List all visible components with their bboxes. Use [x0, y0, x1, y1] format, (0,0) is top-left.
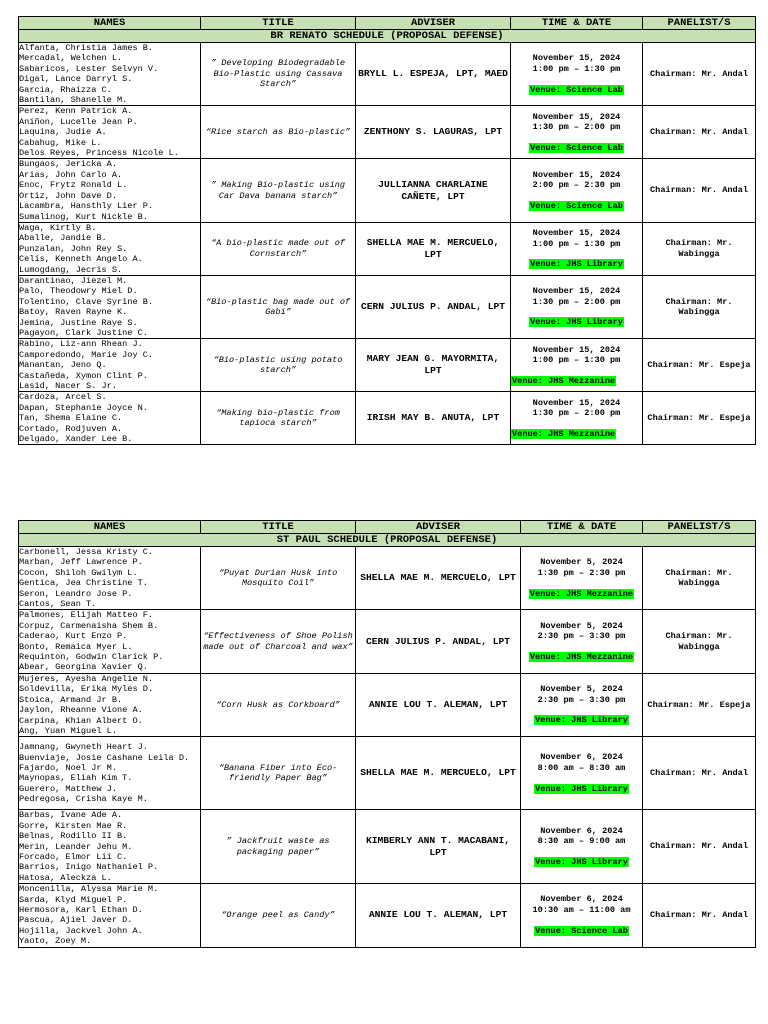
adviser-cell: KIMBERLY ANN T. MACABANI, LPT — [356, 810, 521, 884]
time-date-cell — [511, 275, 643, 338]
names-cell — [19, 810, 201, 884]
title-cell: “Making bio-plastic from tapioca starch” — [201, 392, 356, 445]
member-name: Palmones, Elijah Matteo F. — [19, 610, 154, 621]
title-cell: “Effectiveness of Shoe Polish made out of Charcoal and wax” — [201, 610, 356, 673]
adviser-cell: CERN JULIUS P. ANDAL, LPT — [356, 610, 521, 673]
panelist-cell: Chairman: Mr. Andal — [643, 159, 756, 222]
title-cell: “Bio-plastic bag made out of Gabi” — [201, 275, 356, 338]
adviser-cell: SHELLA MAE M. MERCUELO, LPT — [356, 737, 521, 810]
member-name: Barbas, Ivane Ade A. — [19, 810, 123, 821]
member-name: Hermosora, Karl Ethan D. — [19, 904, 143, 915]
member-name: Laquina, Judie A. — [19, 127, 107, 138]
title-cell: “Rice starch as Bio-plastic” — [201, 106, 356, 159]
title-cell: “A bio-plastic made out of Cornstarch” — [201, 222, 356, 275]
adviser-cell: MARY JEAN G. MAYORMITA, LPT — [356, 339, 511, 392]
member-name: Seron, Leandro Jose P. — [19, 588, 133, 599]
col-header-title: TITLE — [201, 521, 356, 534]
member-name: Soldevilla, Erika Myles D. — [19, 684, 154, 695]
names-cell — [19, 159, 201, 222]
adviser-cell: SHELLA MAE M. MERCUELO, LPT — [356, 222, 511, 275]
defense-date: November 5, 2024 — [540, 557, 623, 568]
member-name: Maynopas, Eliah Kim T. — [19, 773, 133, 784]
defense-time: 8:30 am – 9:00 am — [537, 836, 626, 847]
member-name: Mercadal, Welchen L. — [19, 53, 123, 64]
time-date-cell — [521, 547, 643, 610]
panelist-cell: Chairman: Mr. Andal — [643, 43, 756, 106]
col-header-adviser: ADVISER — [356, 17, 511, 30]
panelist-cell: Chairman: Mr. Andal — [643, 737, 756, 810]
member-name: Merin, Leander Jehu M. — [19, 841, 133, 852]
venue-badge: Venue: Science Lab — [530, 84, 623, 95]
member-name: Hatosa, Aleckza L. — [19, 872, 112, 883]
names-cell — [19, 673, 201, 736]
defense-date: November 6, 2024 — [540, 752, 623, 763]
member-name: Fajardo, Noel Jr M. — [19, 762, 117, 773]
member-name: Cortado, Rodjuven A. — [19, 423, 123, 434]
schedule-body — [19, 547, 756, 948]
time-date-cell — [511, 43, 643, 106]
member-name: Alfanta, Christia James B. — [19, 43, 154, 53]
member-name: Cabahug, Mike L. — [19, 137, 102, 148]
panelist-cell: Chairman: Mr. Wabingga — [643, 275, 756, 338]
panelist-cell: Chairman: Mr. Andal — [643, 106, 756, 159]
defense-time: 10:30 am – 11:00 am — [532, 905, 631, 916]
member-name: Mujeres, Ayesha Angelie N. — [19, 673, 154, 684]
title-cell: “Bio-plastic using potato starch” — [201, 339, 356, 392]
member-name: Caderao, Kurt Enzo P. — [19, 631, 128, 642]
member-name: Perez, Kenn Patrick A. — [19, 106, 133, 117]
names-cell — [19, 547, 201, 610]
defense-date: November 15, 2024 — [532, 286, 621, 297]
col-header-title: TITLE — [201, 17, 356, 30]
defense-date: November 6, 2024 — [540, 825, 623, 836]
col-header-panelists: PANELIST/S — [643, 521, 756, 534]
venue-badge: Venue: JHS Library — [530, 317, 623, 328]
table-row — [19, 275, 756, 338]
member-name: Gorre, Kirsten Mae R. — [19, 820, 128, 831]
header-row — [19, 17, 756, 30]
title-cell: “Orange peel as Candy” — [201, 884, 356, 947]
defense-time: 1:30 pm – 2:00 pm — [532, 408, 621, 419]
title-cell: “Puyat Durian Husk into Mosquito Coil” — [201, 547, 356, 610]
adviser-cell: ANNIE LOU T. ALEMAN, LPT — [356, 673, 521, 736]
defense-date: November 15, 2024 — [532, 344, 621, 355]
defense-date: November 5, 2024 — [540, 620, 623, 631]
col-header-names: NAMES — [19, 17, 201, 30]
member-name: Guerero, Matthew J. — [19, 783, 117, 794]
member-name: Aniñon, Lucelle Jean P. — [19, 116, 138, 127]
time-date-cell — [521, 810, 643, 884]
br-renato-schedule-table — [18, 16, 756, 445]
member-name: Stoica, Armand Jr B. — [19, 694, 123, 705]
member-name: Jamnang, Gwyneth Heart J. — [19, 742, 148, 753]
table-row — [19, 737, 756, 810]
col-header-names: NAMES — [19, 521, 201, 534]
panelist-cell: Chairman: Mr. Espeja — [643, 673, 756, 736]
schedule-body — [19, 43, 756, 445]
defense-time: 1:30 pm – 2:00 pm — [532, 122, 621, 133]
member-name: Rabino, Liz-ann Rhean J. — [19, 339, 143, 350]
col-header-adviser: ADVISER — [356, 521, 521, 534]
member-name: Tan, Shema Elaine C. — [19, 413, 123, 424]
member-name: Batoy, Raven Rayne K. — [19, 307, 128, 318]
table-row — [19, 43, 756, 106]
adviser-cell: ANNIE LOU T. ALEMAN, LPT — [356, 884, 521, 947]
member-name: Punzalan, John Rey S. — [19, 243, 128, 254]
member-name: Corpuz, Carmenaisha Shem B. — [19, 620, 159, 631]
time-date-cell — [511, 339, 643, 392]
table-row — [19, 159, 756, 222]
member-name: Palo, Theodowry Miel D. — [19, 286, 138, 297]
venue-badge: Venue: JHS Mezzanine — [529, 588, 634, 599]
table-row — [19, 547, 756, 610]
schedule-banner: BR RENATO SCHEDULE (PROPOSAL DEFENSE) — [19, 30, 756, 43]
defense-time: 1:00 pm – 1:30 pm — [532, 238, 621, 249]
panelist-cell: Chairman: Mr. Wabingga — [643, 610, 756, 673]
member-name: Buenviaje, Josie Cashane Leila D. — [19, 752, 190, 763]
adviser-cell: JULLIANNA CHARLAINE CAÑETE, LPT — [356, 159, 511, 222]
st-paul-schedule-table — [18, 520, 756, 948]
member-name: Belnas, Rodillo II B. — [19, 831, 128, 842]
time-date-cell — [521, 737, 643, 810]
time-date-cell — [511, 392, 643, 445]
banner-row — [19, 534, 756, 547]
member-name: Bungaos, Jericka A. — [19, 159, 117, 170]
venue-badge: Venue: Science Lab — [530, 142, 623, 153]
defense-date: November 6, 2024 — [540, 894, 623, 905]
member-name: Requinton, Godwin Clarick P. — [19, 652, 164, 663]
member-name: Digal, Lance Darryl S. — [19, 74, 133, 85]
defense-time: 8:00 am – 8:30 am — [537, 763, 626, 774]
member-name: Cocon, Shiloh Gwilym L. — [19, 567, 138, 578]
adviser-cell: CERN JULIUS P. ANDAL, LPT — [356, 275, 511, 338]
defense-time: 1:00 pm – 1:30 pm — [532, 355, 621, 366]
member-name: Cantos, Sean T. — [19, 599, 97, 610]
venue-badge: Venue: JHS Mezzanine — [529, 651, 634, 662]
title-cell: ” Making Bio-plastic using Car Dava banana starch” — [201, 159, 356, 222]
member-name: Garcia, Rhaizza C. — [19, 84, 112, 95]
names-cell — [19, 43, 201, 106]
col-header-panelists: PANELIST/S — [643, 17, 756, 30]
table-row — [19, 339, 756, 392]
venue-badge: Venue: JHS Library — [535, 783, 628, 794]
panelist-cell: Chairman: Mr. Espeja — [643, 339, 756, 392]
venue-badge: Venue: JHS Library — [530, 259, 623, 270]
member-name: Lasid, Nacer S. Jr. — [19, 381, 117, 391]
member-name: Sumalinog, Kurt Nickle B. — [19, 211, 148, 222]
venue-badge: Venue: JHS Library — [535, 857, 628, 868]
member-name: Camporedondo, Marie Joy C. — [19, 349, 154, 360]
member-name: Jaylon, Rheanne Vione A. — [19, 705, 143, 716]
defense-time: 1:30 pm – 2:30 pm — [537, 567, 626, 578]
member-name: Arias, John Carlo A. — [19, 169, 123, 180]
table-row — [19, 884, 756, 947]
venue-badge: Venue: JHS Library — [535, 715, 628, 726]
time-date-cell — [511, 106, 643, 159]
adviser-cell: ZENTHONY S. LAGURAS, LPT — [356, 106, 511, 159]
schedule-banner: ST PAUL SCHEDULE (PROPOSAL DEFENSE) — [19, 534, 756, 547]
defense-date: November 15, 2024 — [532, 169, 621, 180]
adviser-cell: SHELLA MAE M. MERCUELO, LPT — [356, 547, 521, 610]
member-name: Jemina, Justine Raye S. — [19, 317, 138, 328]
adviser-cell: BRYLL L. ESPEJA, LPT, MAED — [356, 43, 511, 106]
table-row — [19, 810, 756, 884]
defense-date: November 15, 2024 — [532, 397, 621, 408]
names-cell — [19, 222, 201, 275]
defense-time: 1:30 pm – 2:00 pm — [532, 296, 621, 307]
member-name: Cardoza, Arcel S. — [19, 392, 107, 403]
panelist-cell: Chairman: Mr. Espeja — [643, 392, 756, 445]
member-name: Pascua, Ajiel Javer D. — [19, 915, 133, 926]
header-row — [19, 521, 756, 534]
time-date-cell — [521, 610, 643, 673]
col-header-time-date: TIME & DATE — [521, 521, 643, 534]
title-cell: “Banana Fiber into Eco-friendly Paper Bag” — [201, 737, 356, 810]
names-cell — [19, 339, 201, 392]
member-name: Carbonell, Jessa Kristy C. — [19, 547, 154, 557]
member-name: Marban, Jeff Lawrence P. — [19, 557, 143, 568]
defense-time: 2:00 pm – 2:30 pm — [532, 180, 621, 191]
time-date-cell — [511, 159, 643, 222]
names-cell — [19, 392, 201, 445]
names-cell — [19, 275, 201, 338]
member-name: Waga, Kirtly B. — [19, 222, 97, 233]
member-name: Barrios, Inigo Nathaniel P. — [19, 862, 159, 873]
member-name: Hojilla, Jackvel John A. — [19, 925, 143, 936]
member-name: Forcado, Elmor Lii C. — [19, 851, 128, 862]
time-date-cell — [511, 222, 643, 275]
member-name: Pedregosa, Crisha Kaye M. — [19, 794, 148, 805]
title-cell: “Corn Husk as Corkboard” — [201, 673, 356, 736]
member-name: Delgado, Xander Lee B. — [19, 434, 133, 445]
member-name: Castañeda, Xymon Clint P. — [19, 370, 148, 381]
venue-badge: Venue: JHS Mezzanine — [512, 375, 616, 386]
adviser-cell: IRISH MAY B. ANUTA, LPT — [356, 392, 511, 445]
member-name: Celis, Kenneth Angelo A. — [19, 254, 143, 265]
member-name: Pagayon, Clark Justine C. — [19, 327, 148, 338]
table-row — [19, 222, 756, 275]
member-name: Yaoto, Zoey M. — [19, 936, 92, 947]
panelist-cell: Chairman: Mr. Wabingga — [643, 222, 756, 275]
member-name: Sabaricos, Lester Selvyn V. — [19, 63, 159, 74]
title-cell: ” Developing Biodegradable Bio-Plastic using Cassava Starch” — [201, 43, 356, 106]
col-header-time-date: TIME & DATE — [511, 17, 643, 30]
defense-time: 2:30 pm – 3:30 pm — [537, 694, 626, 705]
defense-date: November 15, 2024 — [532, 111, 621, 122]
names-cell — [19, 610, 201, 673]
member-name: Abear, Georgina Xavier Q. — [19, 662, 148, 673]
venue-badge: Venue: Science Lab — [535, 925, 628, 936]
member-name: Ang, Yuan Miguel L. — [19, 725, 117, 736]
defense-time: 1:00 pm – 1:30 pm — [532, 63, 621, 74]
member-name: Gentica, Jea Christine T. — [19, 578, 148, 589]
banner-row — [19, 30, 756, 43]
member-name: Bonto, Remaica Myer L. — [19, 641, 133, 652]
member-name: Bantilan, Shanelle M. — [19, 95, 128, 106]
member-name: Tolentino, Clave Syrine B. — [19, 296, 154, 307]
panelist-cell: Chairman: Mr. Andal — [643, 884, 756, 947]
title-cell: ” Jackfruit waste as packaging paper” — [201, 810, 356, 884]
table-row — [19, 106, 756, 159]
names-cell — [19, 884, 201, 947]
time-date-cell — [521, 673, 643, 736]
member-name: Darantinao, Jiezel M. — [19, 275, 128, 286]
table-row — [19, 610, 756, 673]
defense-date: November 15, 2024 — [532, 53, 621, 64]
defense-time: 2:30 pm – 3:30 pm — [537, 631, 626, 642]
venue-badge: Venue: Science Lab — [530, 200, 623, 211]
panelist-cell: Chairman: Mr. Wabingga — [643, 547, 756, 610]
defense-date: November 15, 2024 — [532, 228, 621, 239]
member-name: Dapan, Stephanie Joyce N. — [19, 402, 148, 413]
member-name: Moncenilla, Alyssa Marie M. — [19, 884, 159, 895]
member-name: Manantan, Jeno Q. — [19, 360, 107, 371]
member-name: Enoc, Frytz Ronald L. — [19, 180, 128, 191]
defense-date: November 5, 2024 — [540, 684, 623, 695]
names-cell — [19, 106, 201, 159]
member-name: Carpina, Khian Albert O. — [19, 715, 143, 726]
panelist-cell: Chairman: Mr. Andal — [643, 810, 756, 884]
member-name: Sarda, Klyd Miguel P. — [19, 894, 128, 905]
member-name: Aballe, Jandie B. — [19, 233, 107, 244]
time-date-cell — [521, 884, 643, 947]
member-name: Lacambra, Hansthly Lier P. — [19, 201, 154, 212]
names-cell — [19, 737, 201, 810]
venue-badge: Venue: JHS Mezzanine — [512, 429, 616, 440]
member-name: Delos Reyes, Princess Nicole L. — [19, 148, 179, 159]
member-name: Ortiz, John Dave D. — [19, 190, 117, 201]
member-name: Lumogdang, Jecris S. — [19, 264, 123, 275]
table-row — [19, 392, 756, 445]
table-row — [19, 673, 756, 736]
